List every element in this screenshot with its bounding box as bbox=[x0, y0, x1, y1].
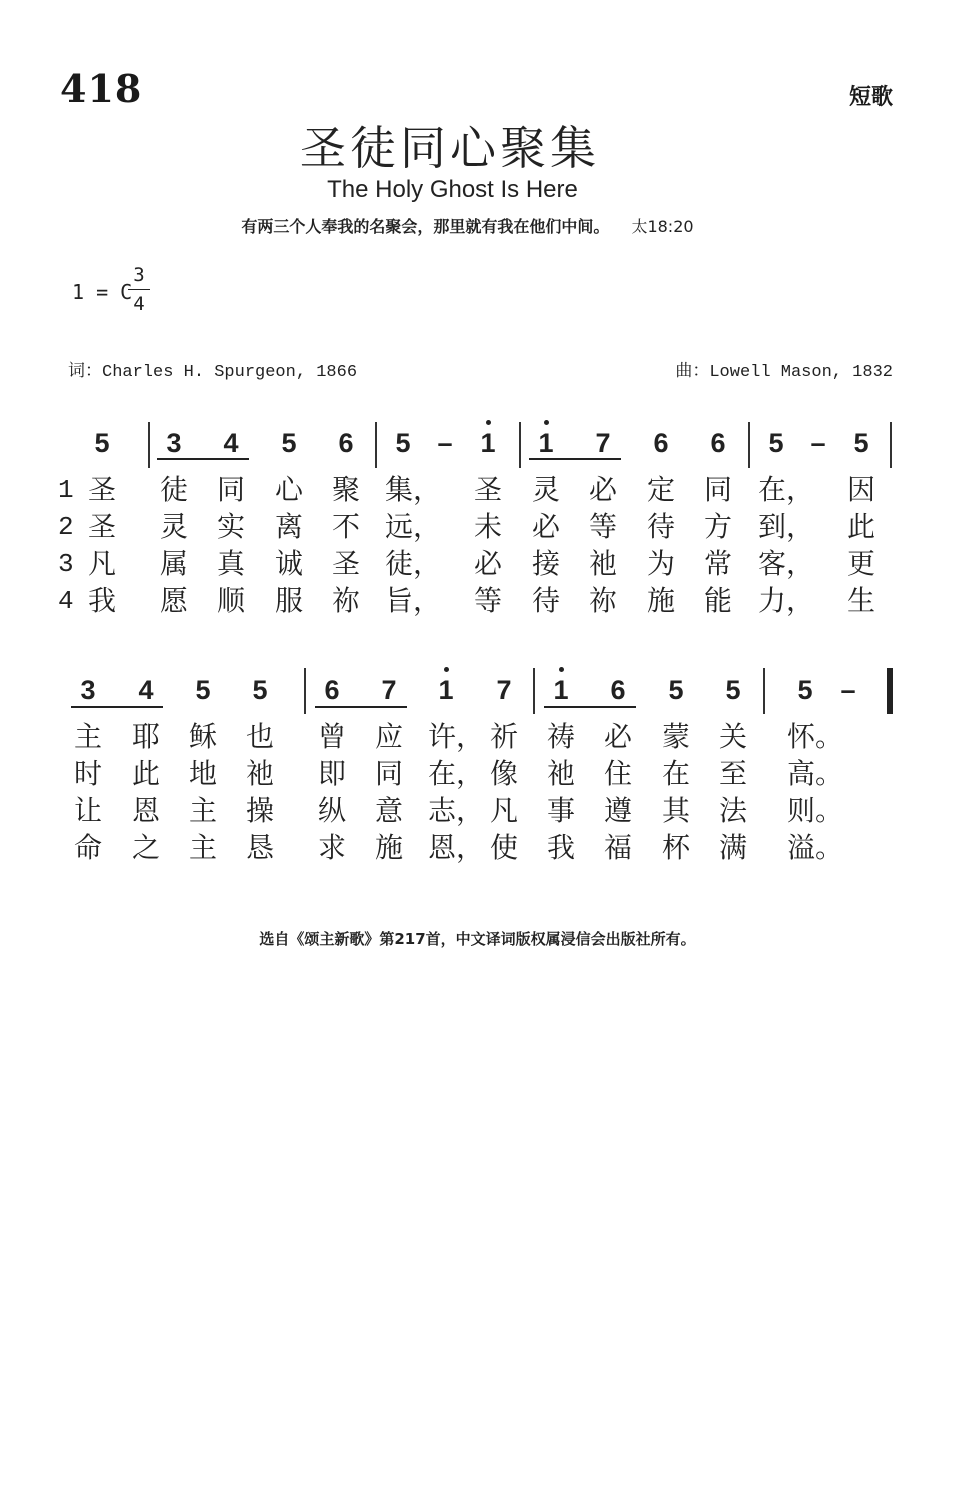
lyric-char: 恩 bbox=[131, 794, 160, 827]
note: 1 bbox=[470, 426, 506, 460]
lyric-char: 徒 bbox=[159, 473, 188, 506]
lyric-char: 客， bbox=[758, 547, 815, 580]
lyric-char: 也 bbox=[245, 720, 274, 753]
lyric-char: 之 bbox=[131, 831, 160, 864]
lyric-char: 同 bbox=[374, 757, 403, 790]
lyric-char: 恳 bbox=[245, 831, 274, 864]
note: 7 bbox=[381, 675, 397, 705]
lyric-char: 时 bbox=[73, 757, 102, 790]
lyric-char: 蒙 bbox=[661, 720, 690, 753]
lyric-char: 同 bbox=[703, 473, 732, 506]
verse-number: 2 bbox=[58, 512, 74, 542]
lyric-char: 徒， bbox=[385, 547, 442, 580]
note: 5 bbox=[195, 675, 211, 705]
note: 7 bbox=[595, 428, 611, 458]
lyric-char: 能 bbox=[703, 584, 732, 617]
barline bbox=[748, 422, 750, 468]
lyric-char: 圣 bbox=[87, 510, 116, 543]
dash-note: – bbox=[840, 675, 856, 705]
note: 1 bbox=[528, 426, 564, 460]
lyric-char: 法 bbox=[718, 794, 747, 827]
lyric-char: 事 bbox=[546, 794, 575, 827]
composer-credit: 曲：Lowell Mason, 1832 bbox=[675, 363, 893, 382]
lyric-char: 祷 bbox=[546, 720, 575, 753]
lyric-char: 此 bbox=[131, 757, 160, 790]
lyric-char: 应 bbox=[374, 720, 403, 753]
time-signature-top: 3 bbox=[133, 264, 145, 286]
lyric-char: 纵 bbox=[317, 794, 346, 827]
note: 3 bbox=[80, 675, 96, 705]
lyric-char: 属 bbox=[159, 547, 188, 580]
note: 5 bbox=[797, 675, 813, 705]
note: 5 bbox=[668, 675, 684, 705]
lyric-char: 为 bbox=[646, 547, 675, 580]
lyric-char: 像 bbox=[489, 757, 518, 790]
lyric-char: 意 bbox=[374, 794, 403, 827]
lyric-char: 常 bbox=[703, 547, 732, 580]
note: 5 bbox=[94, 428, 110, 458]
lyric-char: 等 bbox=[473, 584, 502, 617]
lyric-char: 求 bbox=[317, 831, 346, 864]
lyric-char: 生 bbox=[846, 584, 875, 617]
lyric-char: 祂 bbox=[588, 547, 617, 580]
lyric-char: 远， bbox=[385, 510, 442, 543]
note: 5 bbox=[395, 428, 411, 458]
lyric-char: 待 bbox=[531, 584, 560, 617]
hymn-title-english: The Holy Ghost Is Here bbox=[327, 176, 578, 203]
lyric-char: 心 bbox=[274, 473, 303, 506]
lyric-char: 此 bbox=[846, 510, 875, 543]
lyric-char: 志， bbox=[428, 794, 485, 827]
lyric-char: 我 bbox=[546, 831, 575, 864]
barline bbox=[763, 668, 765, 714]
lyric-char: 聚 bbox=[331, 473, 360, 506]
lyric-char: 主 bbox=[73, 720, 102, 753]
lyric-char: 必 bbox=[603, 720, 632, 753]
lyric-char: 待 bbox=[646, 510, 675, 543]
note: 5 bbox=[853, 428, 869, 458]
lyric-char: 福 bbox=[603, 831, 632, 864]
lyric-char: 其 bbox=[661, 794, 690, 827]
key-signature: 1 = C bbox=[72, 280, 133, 304]
note: 6 bbox=[324, 675, 340, 705]
barline bbox=[375, 422, 377, 468]
hymn-title-chinese: 圣徒同心聚集 bbox=[300, 121, 600, 175]
lyric-char: 必 bbox=[531, 510, 560, 543]
lyric-char: 灵 bbox=[531, 473, 560, 506]
scripture-verse bbox=[0, 214, 935, 237]
lyric-char: 耶 bbox=[131, 720, 160, 753]
barline bbox=[148, 422, 150, 468]
lyric-char: 真 bbox=[216, 547, 245, 580]
note: 1 bbox=[543, 673, 579, 707]
high-octave-dot bbox=[444, 667, 449, 672]
barline bbox=[519, 422, 521, 468]
lyric-char: 主 bbox=[188, 831, 217, 864]
barline bbox=[533, 668, 535, 714]
time-signature-bottom: 4 bbox=[133, 293, 145, 315]
scripture-text: 有两三个人奉我的名聚会，那里就有我在他们中间。 bbox=[241, 217, 610, 236]
lyric-char: 施 bbox=[374, 831, 403, 864]
note: 3 bbox=[166, 428, 182, 458]
beam bbox=[315, 706, 407, 708]
lyric-char: 祂 bbox=[546, 757, 575, 790]
lyric-char: 旨， bbox=[385, 584, 442, 617]
lyric-char: 则。 bbox=[787, 794, 844, 827]
note: 5 bbox=[768, 428, 784, 458]
lyric-char: 遵 bbox=[603, 794, 632, 827]
verse-number: 1 bbox=[58, 475, 74, 505]
time-signature bbox=[128, 262, 150, 317]
lyric-char: 灵 bbox=[159, 510, 188, 543]
lyric-char: 必 bbox=[473, 547, 502, 580]
lyric-char: 怀。 bbox=[787, 720, 844, 753]
note: 5 bbox=[725, 675, 741, 705]
lyric-char: 圣 bbox=[473, 473, 502, 506]
lyric-char: 恩， bbox=[428, 831, 485, 864]
lyric-char: 更 bbox=[846, 547, 875, 580]
lyric-char: 操 bbox=[245, 794, 274, 827]
lyric-char: 让 bbox=[73, 794, 102, 827]
high-octave-dot bbox=[486, 420, 491, 425]
lyric-char: 力， bbox=[758, 584, 815, 617]
final-barline bbox=[887, 668, 893, 714]
lyric-char: 高。 bbox=[787, 757, 844, 790]
note: 6 bbox=[710, 428, 726, 458]
lyric-char: 在， bbox=[758, 473, 815, 506]
beam bbox=[529, 458, 621, 460]
lyric-char: 许， bbox=[428, 720, 485, 753]
lyric-char: 同 bbox=[216, 473, 245, 506]
lyric-char: 主 bbox=[188, 794, 217, 827]
lyric-char: 祂 bbox=[245, 757, 274, 790]
lyric-char: 即 bbox=[317, 757, 346, 790]
lyric-char: 离 bbox=[274, 510, 303, 543]
lyric-char: 接 bbox=[531, 547, 560, 580]
lyric-char: 施 bbox=[646, 584, 675, 617]
lyric-char: 杯 bbox=[661, 831, 690, 864]
copyright-footer: 选自《颂主新歌》第217首，中文译词版权属浸信会出版社所有。 bbox=[259, 930, 696, 948]
lyric-char: 愿 bbox=[159, 584, 188, 617]
lyric-char: 祢 bbox=[331, 584, 360, 617]
note: 5 bbox=[252, 675, 268, 705]
note: 5 bbox=[281, 428, 297, 458]
lyricist-credit: 词：Charles H. Spurgeon, 1866 bbox=[68, 363, 358, 382]
lyric-char: 溢。 bbox=[787, 831, 844, 864]
verse-number: 3 bbox=[58, 549, 74, 579]
lyric-char: 因 bbox=[846, 473, 875, 506]
dash-note: – bbox=[437, 428, 453, 458]
lyric-char: 实 bbox=[216, 510, 245, 543]
note: 6 bbox=[610, 675, 626, 705]
lyric-char: 方 bbox=[703, 510, 732, 543]
barline bbox=[890, 422, 892, 468]
lyric-char: 曾 bbox=[317, 720, 346, 753]
lyric-char: 在 bbox=[661, 757, 690, 790]
dash-note: – bbox=[810, 428, 826, 458]
high-octave-dot bbox=[559, 667, 564, 672]
lyric-char: 不 bbox=[331, 510, 360, 543]
lyric-char: 集， bbox=[385, 473, 442, 506]
lyric-char: 命 bbox=[73, 831, 102, 864]
lyric-char: 诚 bbox=[274, 547, 303, 580]
lyric-char: 关 bbox=[718, 720, 747, 753]
lyric-char: 到， bbox=[758, 510, 815, 543]
high-octave-dot bbox=[544, 420, 549, 425]
lyric-char: 服 bbox=[274, 584, 303, 617]
lyric-char: 我 bbox=[87, 584, 116, 617]
lyric-char: 圣 bbox=[87, 473, 116, 506]
time-signature-line bbox=[128, 289, 150, 290]
lyric-char: 住 bbox=[603, 757, 632, 790]
beam bbox=[544, 706, 636, 708]
lyric-char: 必 bbox=[588, 473, 617, 506]
lyric-char: 在， bbox=[428, 757, 485, 790]
lyric-char: 未 bbox=[473, 510, 502, 543]
lyric-char: 满 bbox=[718, 831, 747, 864]
lyric-char: 稣 bbox=[188, 720, 217, 753]
verse-number: 4 bbox=[58, 586, 74, 616]
hymn-category: 短歌 bbox=[848, 84, 893, 110]
scripture-reference: 太18:20 bbox=[631, 217, 694, 236]
lyric-char: 圣 bbox=[331, 547, 360, 580]
beam bbox=[71, 706, 163, 708]
note: 1 bbox=[428, 673, 464, 707]
lyric-char: 使 bbox=[489, 831, 518, 864]
lyric-char: 地 bbox=[188, 757, 217, 790]
note: 7 bbox=[496, 675, 512, 705]
lyric-char: 祢 bbox=[588, 584, 617, 617]
hymn-number: 418 bbox=[60, 66, 143, 111]
lyric-char: 等 bbox=[588, 510, 617, 543]
lyric-char: 凡 bbox=[87, 547, 116, 580]
note: 6 bbox=[653, 428, 669, 458]
lyric-char: 顺 bbox=[216, 584, 245, 617]
barline bbox=[304, 668, 306, 714]
lyric-char: 祈 bbox=[489, 720, 518, 753]
note: 4 bbox=[223, 428, 239, 458]
beam bbox=[157, 458, 249, 460]
note: 6 bbox=[338, 428, 354, 458]
lyric-char: 至 bbox=[718, 757, 747, 790]
lyric-char: 凡 bbox=[489, 794, 518, 827]
note: 4 bbox=[138, 675, 154, 705]
lyric-char: 定 bbox=[646, 473, 675, 506]
